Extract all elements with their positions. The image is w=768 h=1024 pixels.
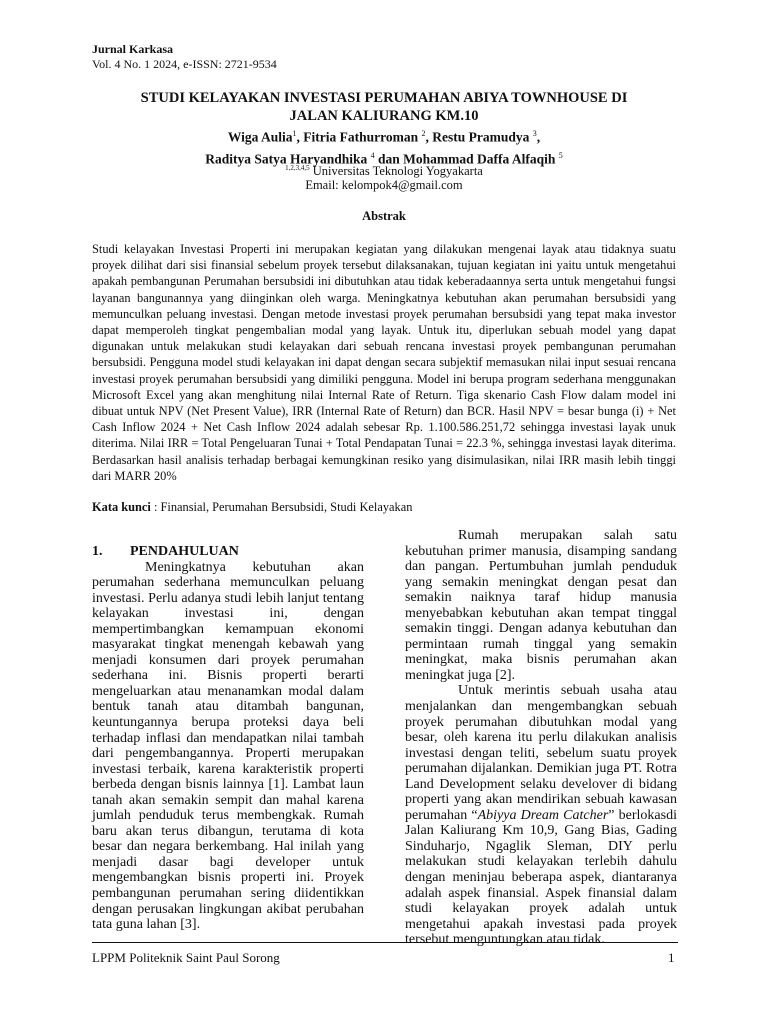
footer-publisher: LPPM Politeknik Saint Paul Sorong [92,950,280,965]
author-separator: , [425,129,433,145]
author-affil-mark: 5 [558,150,563,160]
author-line-1 [80,125,688,147]
author-separator: , [296,129,304,145]
author-affil-mark: 1 [292,129,297,138]
author-name: Restu Pramudya [432,129,530,145]
body-paragraph: Meningkatnya kebutuhan akan perumahan sederhana memunculkan peluang investasi. Perlu adanya studi lebih lanjut tentang kelayakan investasi ini, dengan mempertimbangkan kemampuan ekonomi masyarakat tingkat menengah kebawah yang menjadi konsumen dari proyek perumahan sederhana ini. Bisnis properti berarti mengeluarkan atau menanamkan modal dalam bentuk tanah atau ditambah bangunan, keuntungannya berupa proteksi daya beli terhadap inflasi dan mendapatkan nilai tambah dari pengembangannya. Properti merupakan investasi terbaik, karena karakteristik properti berbeda dengan bisnis lainnya [1]. Lambat laun tanah akan semakin sempit dan mahal karena jumlah penduduk terus membengkak. Rumah baru akan terus dibangun, terutama di kota besar dan negara berkembang. Hal inilah yang menjadi dasar bagi developer untuk mengembangkan bisnis properti ini. Proyek pembangunan perumahan sering diidentikkan dengan perusakan lingkungan akibat perubahan tata guna lahan [3]. [92,559,364,933]
author-name: Fitria Fathurroman [303,129,419,145]
body-text: ” berlokasdi Jalan Kaliurang Km 10,9, Gang Bias, Gading Sinduharjo, Ngaglik Sleman, DIY perlu melakukan studi kelayakan terlebih dahulu dengan meninjau beberapa aspek, diantaranya adalah aspek finansial. Aspek finansial dalam studi kelayakan proyek adalah untuk mengetahui apakah investasi pada proyek tersebut menguntungkan atau tidak. [405,807,677,948]
section-title: PENDAHULUAN [130,544,239,559]
keywords-text: : Finansial, Perumahan Bersubsidi, Studi Kelayakan [150,500,413,514]
author-name: Mohammad Daffa Alfaqih [403,151,556,166]
section-heading [92,544,364,560]
author-separator: dan [374,151,404,166]
journal-name: Jurnal Karkasa [92,42,174,56]
paper-title-line-1: STUDI KELAYAKAN INVESTASI PERUMAHAN ABIYA TOWNHOUSE DI [140,90,628,106]
author-separator: , [536,129,541,145]
author-name: Wiga Aulia [227,129,293,145]
journal-header [92,42,277,72]
journal-volume: Vol. 4 No. 1 2024, e-ISSN: 2721-9534 [92,57,277,71]
paper-title [80,89,688,125]
paper-title-line-2: JALAN KALIURANG KM.10 [289,108,479,124]
contact-email: Email: kelompok4@gmail.com [305,178,463,192]
left-column [92,528,364,933]
keywords-label: Kata kunci [92,500,151,514]
footer-divider [92,942,678,943]
right-column [405,528,677,948]
keywords [92,499,676,515]
body-paragraph: Rumah merupakan salah satu kebutuhan primer manusia, disamping sandang dan pangan. Pertumbuhan jumlah penduduk yang semakin meningkat dengan pesat dan semakin naiknya taraf hidup manusia menyebabkan kebutuhan akan tempat tinggal semakin tinggi. Dengan adanya kebutuhan dan permintaan rumah tinggal yang semakin meningkat, maka bisnis perumahan akan meningkat juga [2]. [405,528,677,683]
affiliation-name: Universitas Teknologi Yogyakarta [309,164,483,179]
section-number: 1. [92,544,103,559]
abstract-heading: Abstrak [362,209,406,223]
author-affil-mark: 3 [532,129,537,138]
author-affil-mark: 2 [421,129,426,138]
author-affil-mark: 4 [370,150,375,160]
body-paragraph [405,683,677,947]
project-name: Abiyya Dream Catcher [477,807,609,823]
author-name: Raditya Satya Haryandhika [205,151,368,166]
abstract-body: Studi kelayakan Investasi Properti ini merupakan kegiatan yang dilakukan mengenai layak atau tidaknya suatu proyek dilihat dari sisi finansial sebelum proyek tersebut dilaksanakan, tujuan kegiatan ini yaitu untuk mengetahui apakah pembangunan Perumahan bersubsidi ini dibutuhkan atau tidak keberadaannya serta untuk mengetahui fungsi layanan bangunannya yang diinginkan oleh warga. Meningkatnya kebutuhan akan perumahan bersubsidi yang memunculkan peluang investasi. Dengan metode investasi proyek perumahan bersubsidi yang tepat maka investor dapat memperoleh tingkat pengembalian modal yang layak. Untuk itu, diperlukan sebuah model yang dapat digunakan untuk melakukan studi kelayakan dari sebuah rencana investasi proyek pembangunan perumahan bersubsidi. Pengguna model studi kelayakan ini dapat dengan secara subjektif memasukan nilai input sesuai rencana investasi proyek perumahan bersubsidi yang dimiliki pengguna. Model ini berupa program sederhana menggunakan Microsoft Excel yang akan menghitung nilai Internal Rate of Return. Tiga skenario Cash Flow dalam model ini dibuat untuk NPV (Net Present Value), IRR (Internal Rate of Return) dan BCR. Hasil NPV = besar bunga (i) + Net Cash Inflow 2024 + Net Cash Inflow 2024 adalah sebesar Rp. 1.100.586.251,72 sehingga investasi layak unuk diterima. Nilai IRR = Total Pengeluaran Tunai + Total Pendapatan Tunai = 22.3 %, sehingga investasi layak diterima. Berdasarkan hasil analisis terhadap berbagai kemungkinan resiko yang disimulasikan, nilai IRR masih lebih tinggi dari MARR 20% [92,242,676,483]
body-text: Untuk merintis sebuah usaha atau menjalankan dan mengembangkan sebuah proyek perumahan dibutuhkan modal yang besar, oleh karena itu perlu dilakukan analisis investasi dengan teliti, sebelum suatu proyek perumahan dijalankan. Demikian juga PT. Rotra Land Development selaku develover di bidang properti yang akan mendirikan sebuah kawasan perumahan “ [405,683,677,823]
affiliation-mark: 1,2,3,4,5 [285,164,310,172]
page-number: 1 [668,950,675,965]
